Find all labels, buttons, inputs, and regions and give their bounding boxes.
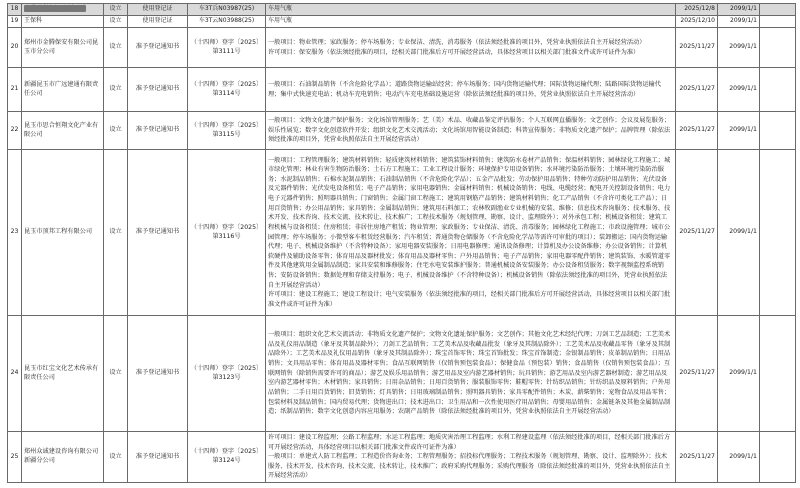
start-date: 2025/11/27: [676, 28, 718, 68]
document-type: 使用登记证: [128, 16, 188, 28]
start-date: 2025/12/8: [676, 4, 718, 16]
blank-cell: [760, 150, 796, 316]
start-date: 2025/11/27: [676, 68, 718, 112]
end-date: 2099/1/1: [718, 28, 760, 68]
document-type: 准予登记通知书: [128, 68, 188, 112]
establish-type: 设立: [104, 112, 128, 150]
row-number: 22: [8, 112, 22, 150]
establish-type: 设立: [104, 150, 128, 316]
redacted-company-name: 凌爱通利布拉·麦托平埔: [24, 5, 86, 13]
document-type: 准予登记通知书: [128, 432, 188, 483]
blank-cell: [760, 4, 796, 16]
end-date: 2099/1/1: [718, 68, 760, 112]
document-number: （十四师）登字〔2025〕第3115号: [188, 112, 266, 150]
establish-type: 设立: [104, 4, 128, 16]
document-number: （十四师）登字〔2025〕第3111号: [188, 28, 266, 68]
establish-type: 设立: [104, 316, 128, 432]
document-number: （十四师）登字〔2025〕第3124号: [188, 432, 266, 483]
end-date: 2099/1/1: [718, 16, 760, 28]
establish-type: 设立: [104, 28, 128, 68]
document-type: 准予登记通知书: [128, 150, 188, 316]
business-scope: 一般项目：文物文化遗产保护服务；文化场馆管理服务；艺（美）术品、收藏品鉴定评估服务；个人互联网直播服务；文艺创作；会议及展览服务；娱乐性展览；数字文化创意软件开发；组织文化艺术交流活动；文化场馆用智能设备制造；科普宣传服务；非物质文化遗产保护；品牌管理（除依法须经批准的项目外，凭营业执照依法自主开展经营活动）: [266, 112, 676, 150]
table-row: [8, 316, 796, 432]
table-row: [8, 16, 796, 28]
table-row: [8, 28, 796, 68]
blank-cell: [760, 68, 796, 112]
start-date: 2025/11/27: [676, 432, 718, 483]
document-type: 准予登记通知书: [128, 112, 188, 150]
end-date: 2099/1/1: [718, 150, 760, 316]
table-row: [8, 4, 796, 16]
table-row: [8, 112, 796, 150]
row-number: 23: [8, 150, 22, 316]
document-type: 准予登记通知书: [128, 28, 188, 68]
company-name: 郑州众诚建设咨询有限公司新疆分公司: [22, 432, 104, 483]
row-number: 24: [8, 316, 22, 432]
business-scope: 一般项目：物业管理；家政服务；停车场服务；专业保洁、清洗、消毒服务（依法须经批准的项目外，凭营业执照依法自主开展经营活动） 许可项目：保安服务（依法须经批准的项目，经相关部门批准后方可开展经营活动，具体经营项目以相关部门批准文件或许可证件为准）: [266, 28, 676, 68]
business-scope: 一般项目：工程管理服务；建筑材料销售；轻质建筑材料销售；建筑装饰材料销售；建筑防水卷材产品销售；保温材料销售；园林绿化工程施工；城市绿化管理；林业有害生物防治服务；土石方工程施工；工业工程设计服务；环境保护专用设备销售；水环境污染防治服务；土壤环境污染防治服务；水泥制品销售；石棉水泥制品销售；石油制品销售（不含危险化学品）；五金产品批发；劳动保护用品销售；特种劳动防护用品销售；光伏设备及元器件销售；光伏发电设备租赁；电子产品销售；家用电器销售；金属材料销售；机械设备销售；电线、电缆经营；配电开关控制设备销售；电力电子元器件销售；照明器具销售；门窗销售；金属门窗工程施工；建筑用钢筋产品销售；建筑材料销售；化工产品销售（不含许可类化工产品）；日用百货销售；办公用品销售；家具销售；金属制品销售；建筑用石料加工；农林牧副渔业专业机械的安装、维修；信息技术咨询服务；技术服务、技术开发、技术咨询、技术交流、技术转让、技术推广；工程技术服务（规划管理、勘察、设计、监理除外）；对外承包工程；机械设备租赁；建筑工程机械与设备租赁；住房租赁；非居住房地产租赁；物业管理；家政服务；专业保洁、清洗、消毒服务；园林绿化工程施工；市政设施管理；城市公园管理；停车场服务；小微型客车租赁经营服务；汽车租赁；普通货物仓储服务（不含危险化学品等需许可审批的项目）；装卸搬运；国内货物运输代理；电子、机械设备维护（不含特种设备）；家用电器安装服务；日用电器修理；通讯设备修理；计算机及办公设备维修；办公设备销售；计算机软硬件及辅助设备零售；体育用品及器材批发；体育用品及器材零售；户外用品销售；电子产品销售；家用电器零配件销售；建筑装饰、水暖管道零件及其他建筑用金属制品制造；家具安装和维修服务；住宅水电安装维护服务；普通机械设备安装服务；办公设备租赁服务；数字视频监控系统销售；安防设备销售；数据处理和存储支持服务；电子、机械设备维护（不含特种设备）；机械设备销售（除依法须经批准的项目外，凭营业执照依法自主开展经营活动） 许可项目：建设工程施工；建设工程设计；电气安装服务（依法须经批准的项目，经相关部门批准后方可开展经营活动，具体经营项目以相关部门批准文件或许可证件为准）: [266, 150, 676, 316]
company-name: 昆玉市红宝文化艺术传承有限责任公司: [22, 316, 104, 432]
table-row: [8, 150, 796, 316]
blank-cell: [760, 28, 796, 68]
document-type: 使用登记证: [128, 4, 188, 16]
business-scope: 一般项目：组织文化艺术交流活动；非物质文化遗产保护；文物文化遗址保护服务；文艺创作；其他文化艺术经纪代理；刀剑工艺品制造；工艺美术品及礼仪用品制造（象牙及其制品除外）；刀剑工艺品销售；工艺美术品及收藏品批发（象牙及其制品除外）；工艺美术品及收藏品零售（象牙及其制品除外）；工艺美术品及礼仪用品销售（象牙及其制品除外）；珠宝首饰零售；珠宝首饰批发；珠宝首饰制造；金银制品销售；皮革制品销售；日用品销售；文具用品零售；体育用品及器材零售；食品互联网销售（仅销售预包装食品）；保健食品（预包装）销售；食品销售（仅销售预包装食品）；互联网销售（除销售需要许可的商品）；游艺及娱乐用品销售；游艺用品及室内游艺器材销售；玩具销售；游艺用品及室内游艺器材制造；游艺用品及室内游艺器材零售；木材销售；家具销售；日用杂品销售；日用百货销售；服装服饰零售；鞋帽零售；针纺织品销售；针纺织品及原料销售；户外用品销售；二手日用百货销售；旧货销售；灯具销售；日用玻璃制品销售；照明器具销售；家具零配件销售；木炭、薪柴销售；宠物食品及用品零售；包装材料及制品销售；国内贸易代理；货物进出口；技术进出口；卫生用品和一次性使用医疗用品销售；母婴用品销售；金属链条及其他金属制品制造；纸制品销售；数字文化创意内容应用服务；农副产品销售（除依法须经批准的项目外，凭营业执照依法自主开展经营活动）: [266, 316, 676, 432]
business-scope: 车用气瓶: [266, 16, 676, 28]
business-scope: 许可项目：建设工程监理；公路工程监理；水运工程监理；地质灾害治理工程监理；水利工程建设监理（依法须经批准的项目，经相关部门批准后方可开展经营活动，具体经营项目以相关部门批准文件或许可证件为准） 一般项目：单建式人防工程监理；工程造价咨询业务；工程管理服务；招投标代理服务；工程技术服务（规划管理、勘察、设计、监理除外）；技术服务、技术开发、技术咨询、技术交流、技术转让、技术推广；政府采购代理服务；采购代理服务（除依法须经批准的项目外，凭营业执照依法自主开展经营活动）: [266, 432, 676, 483]
document-number: （十四师）登字〔2025〕第3123号: [188, 316, 266, 432]
end-date: 2099/1/1: [718, 316, 760, 432]
company-name: [22, 4, 104, 16]
row-number: 18: [8, 4, 22, 16]
document-type: 准予登记通知书: [128, 316, 188, 432]
registration-table: [7, 3, 796, 483]
end-date: 2099/1/1: [718, 112, 760, 150]
document-number: 车3T云N03988(25): [188, 16, 266, 28]
table-row: [8, 432, 796, 483]
establish-type: 设立: [104, 16, 128, 28]
row-number: 20: [8, 28, 22, 68]
document-number: 车3T兵N03987(25): [188, 4, 266, 16]
row-number: 25: [8, 432, 22, 483]
blank-cell: [760, 432, 796, 483]
establish-type: 设立: [104, 432, 128, 483]
document-number: （十四师）登字〔2025〕第3116号: [188, 150, 266, 316]
company-name: 昆玉市顶邦工程有限公司: [22, 150, 104, 316]
start-date: 2025/12/10: [676, 16, 718, 28]
blank-cell: [760, 16, 796, 28]
row-number: 19: [8, 16, 22, 28]
blank-cell: [760, 112, 796, 150]
business-scope: 一般项目：石油制品销售（不含危险化学品）；道路货物运输站经营；停车场服务；国内货物运输代理；国际货物运输代理；陆路国际货物运输代理；集中式快速充电站；机动车充电销售；电动汽车充电基础设施运营（除依法须经批准的项目外，凭营业执照依法自主开展经营活动）: [266, 68, 676, 112]
blank-cell: [760, 316, 796, 432]
end-date: 2099/1/1: [718, 432, 760, 483]
row-number: 21: [8, 68, 22, 112]
company-name: 王保科: [22, 16, 104, 28]
start-date: 2025/11/27: [676, 316, 718, 432]
document-number: （十四师）登字〔2025〕第3114号: [188, 68, 266, 112]
company-name: 郑州市金腾保安有限公司昆玉市分公司: [22, 28, 104, 68]
start-date: 2025/11/27: [676, 150, 718, 316]
company-name: 新疆昆玉市广远建通有限责任公司: [22, 68, 104, 112]
start-date: 2025/11/27: [676, 112, 718, 150]
establish-type: 设立: [104, 68, 128, 112]
business-scope: 车用气瓶: [266, 4, 676, 16]
table-row: [8, 68, 796, 112]
end-date: 2099/1/1: [718, 4, 760, 16]
company-name: 昆玉市思合恒翔文化产业有限公司: [22, 112, 104, 150]
